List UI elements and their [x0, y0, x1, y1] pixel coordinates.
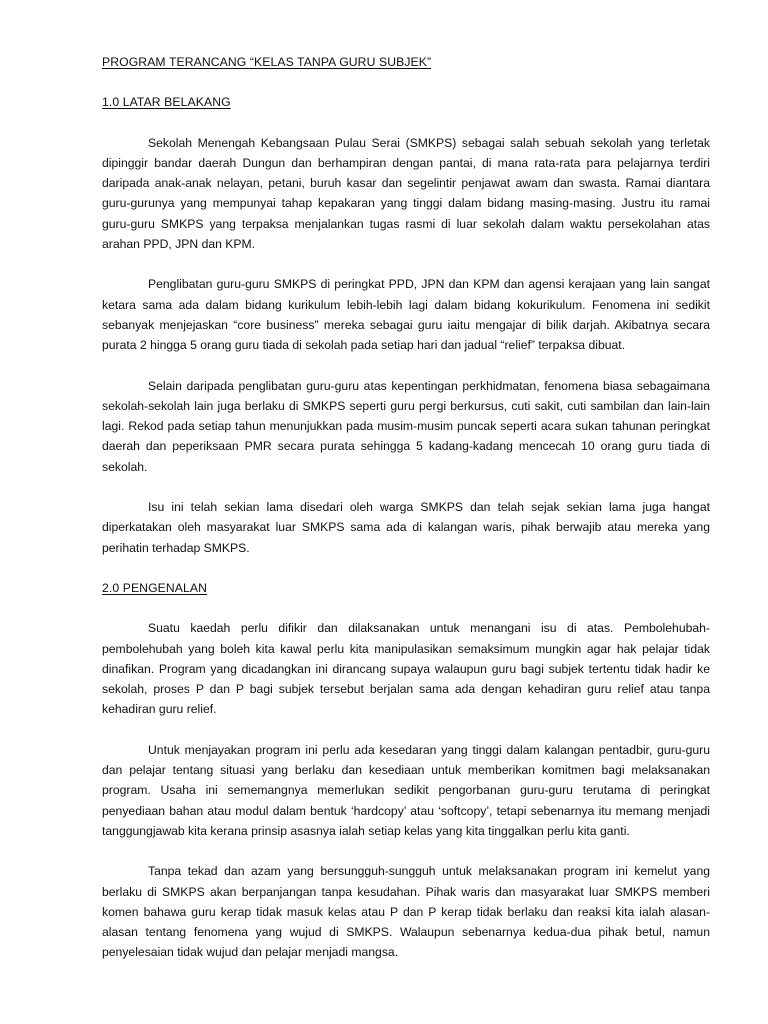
section-heading: 1.0 LATAR BELAKANG [102, 95, 231, 110]
paragraph: Sekolah Menengah Kebangsaan Pulau Serai (SMKPS) sebagai salah sebuah sekolah yang terletak dipinggir bandar daerah Dungun dan berhampiran dengan pantai, di mana rata-rata para pelajarnya terdiri daripada anak-anak nelayan, petani, buruh kasar dan segelintir penjawat awam dan swasta. Ramai diantara guru-gurunya yang mempunyai tahap kepakaran yang tinggi dalam bidang masing-masing. Justru itu ramai guru-guru SMKPS yang terpaksa menjalankan tugas rasmi di luar sekolah dalam waktu persekolahan atas arahan PPD, JPN dan KPM. [102, 135, 710, 252]
section-pengenalan [102, 578, 710, 963]
paragraph: Tanpa tekad dan azam yang bersungguh-sungguh untuk melaksanakan program ini kemelut yang berlaku di SMKPS akan berpanjangan tanpa kesudahan. Pihak waris dan masyarakat luar SMKPS memberi komen bahawa guru kerap tidak masuk kelas atau P dan P kerap tidak berlaku dan reaksi kita ialah alasan-alasan tentang fenomena yang wujud di SMKPS. Walaupun sebenarnya kedua-dua pihak betul, namun penyelesaian tidak wujud dan pelajar menjadi mangsa. [102, 864, 710, 960]
paragraph: Untuk menjayakan program ini perlu ada kesedaran yang tinggi dalam kalangan pentadbir, guru-guru dan pelajar tentang situasi yang berlaku dan kesediaan untuk memberikan komitmen bagi melaksanakan program. Usaha ini sememangnya memerlukan sedikit pengorbanan guru-guru terutama di peringkat penyediaan bahan atau modul dalam bentuk ‘hardcopy’ atau ‘softcopy’, tetapi sebenarnya itu memang menjadi tanggungjawab kita kerana prinsip asasnya ialah setiap kelas yang kita tinggalkan perlu kita ganti. [102, 742, 710, 838]
paragraph: Penglibatan guru-guru SMKPS di peringkat PPD, JPN dan KPM dan agensi kerajaan yang lain sangat ketara sama ada dalam bidang kurikulum lebih-lebih lagi dalam bidang kokurikulum. Fenomena ini sedikit sebanyak menjejaskan “core business” mereka sebagai guru iaitu mengajar di bilik darjah. Akibatnya secara purata 2 hingga 5 orang guru tiada di sekolah pada setiap hari dan jadual “relief” terpaksa dibuat. [102, 277, 710, 353]
paragraph: Selain daripada penglibatan guru-guru atas kepentingan perkhidmatan, fenomena biasa sebagaimana sekolah-sekolah lain juga berlaku di SMKPS seperti guru pergi berkursus, cuti sakit, cuti sambilan dan lain-lain lagi. Rekod pada setiap tahun menunjukkan pada musim-musim puncak seperti acara sukan tahunan peringkat daerah dan peperiksaan PMR secara purata sehingga 5 kadang-kadang mencecah 10 orang guru tiada di sekolah. [102, 378, 710, 474]
section-latar-belakang [102, 92, 710, 558]
paragraph: Suatu kaedah perlu difikir dan dilaksanakan untuk menangani isu di atas. Pembolehubah-pembolehubah yang boleh kita kawal perlu kita manipulasikan semaksimum mungkin agar hak pelajar tidak dinafikan. Program yang dicadangkan ini dirancang supaya walaupun guru bagi subjek tertentu tidak hadir ke sekolah, proses P dan P bagi subjek tersebut berjalan sama ada dengan kehadiran guru relief atau tanpa kehadiran guru relief. [102, 621, 710, 717]
document-body [102, 52, 710, 983]
section-heading: 2.0 PENGENALAN [102, 580, 208, 595]
document-title: PROGRAM TERANCANG “KELAS TANPA GURU SUBJEK” [102, 55, 432, 69]
paragraph: Isu ini telah sekian lama disedari oleh warga SMKPS dan telah sejak sekian lama juga hangat diperkatakan oleh masyarakat luar SMKPS sama ada di kalangan waris, pihak berwajib atau mereka yang perihatin terhadap SMKPS. [102, 500, 710, 555]
